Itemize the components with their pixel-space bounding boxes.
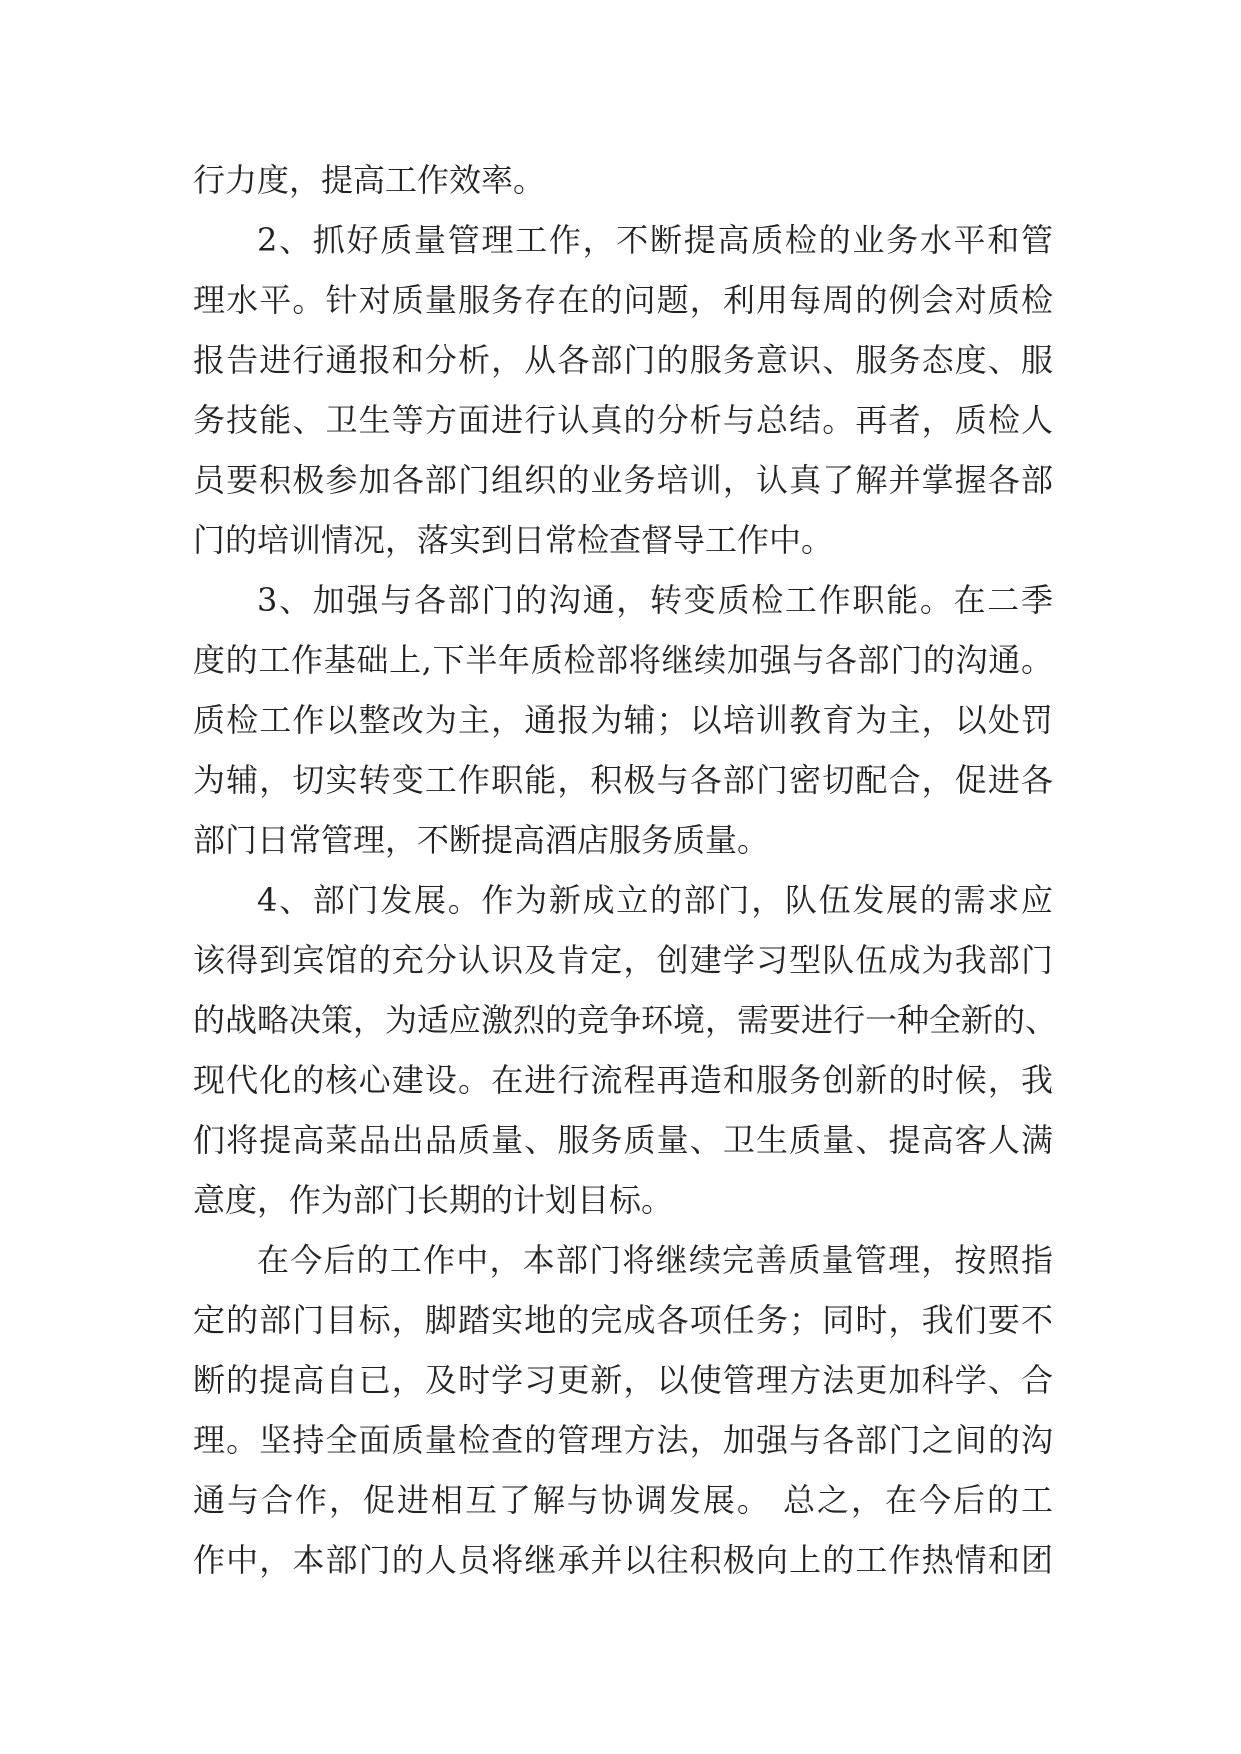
text-line: 的战略决策，为适应激烈的竞争环境，需要进行一种全新的、 xyxy=(193,1001,1058,1039)
text-line: 质检工作以整改为主，通报为辅；以培训教育为主，以处罚 xyxy=(193,701,1053,739)
text-line: 现代化的核心建设。在进行流程再造和服务创新的时候，我 xyxy=(193,1061,1053,1099)
text-line: 意度，作为部门长期的计划目标。 xyxy=(193,1181,674,1219)
text-line: 在今后的工作中，本部门将继续完善质量管理，按照指 xyxy=(257,1241,1053,1279)
text-line: 为辅，切实转变工作职能，积极与各部门密切配合，促进各 xyxy=(193,761,1053,799)
text-line: 务技能、卫生等方面进行认真的分析与总结。再者，质检人 xyxy=(193,401,1053,439)
text-line: 门的培训情况，落实到日常检查督导工作中。 xyxy=(193,521,834,559)
text-line: 部门日常管理，不断提高酒店服务质量。 xyxy=(193,821,770,859)
text-line: 们将提高菜品出品质量、服务质量、卫生质量、提高客人满 xyxy=(193,1121,1053,1159)
text-line: 度的工作基础上,下半年质检部将继续加强与各部门的沟通。 xyxy=(193,641,1053,679)
text-line: 4、部门发展。作为新成立的部门，队伍发展的需求应 xyxy=(257,881,1053,919)
text-line: 作中，本部门的人员将继承并以往积极向上的工作热情和团 xyxy=(193,1541,1053,1579)
text-line: 行力度，提高工作效率。 xyxy=(193,161,546,199)
body-text xyxy=(193,150,1058,1590)
text-line: 断的提高自已，及时学习更新，以使管理方法更加科学、合 xyxy=(193,1361,1053,1399)
text-line: 定的部门目标，脚踏实地的完成各项任务；同时，我们要不 xyxy=(193,1301,1053,1339)
text-line: 通与合作，促进相互了解与协调发展。 总之，在今后的工 xyxy=(193,1481,1053,1519)
text-line: 该得到宾馆的充分认识及肯定，创建学习型队伍成为我部门 xyxy=(193,941,1053,979)
text-line: 3、加强与各部门的沟通，转变质检工作职能。在二季 xyxy=(257,581,1053,619)
text-line: 员要积极参加各部门组织的业务培训，认真了解并掌握各部 xyxy=(193,461,1053,499)
text-line: 2、抓好质量管理工作，不断提高质检的业务水平和管 xyxy=(257,221,1053,259)
text-line: 理。坚持全面质量检查的管理方法，加强与各部门之间的沟 xyxy=(193,1421,1053,1459)
text-line: 理水平。针对质量服务存在的问题，利用每周的例会对质检 xyxy=(193,281,1053,319)
text-line: 报告进行通报和分析，从各部门的服务意识、服务态度、服 xyxy=(193,341,1053,379)
